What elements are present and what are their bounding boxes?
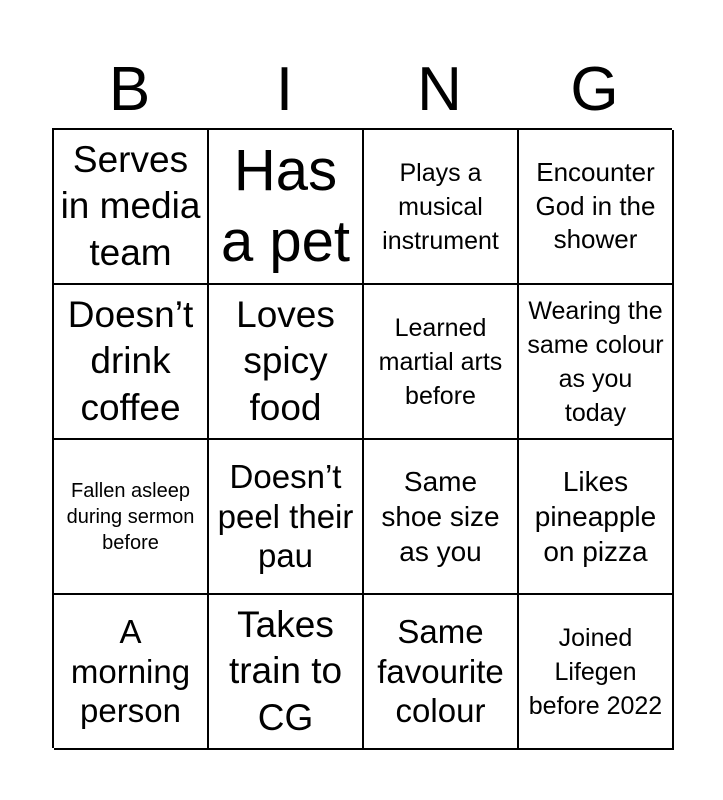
header-letter-n: N [417,55,462,124]
cell-text: Serves in media team [60,139,201,273]
bingo-cell[interactable] [54,440,209,595]
bingo-header [52,52,672,128]
cell-text: Doesn’t peel their pau [217,458,354,575]
bingo-cell[interactable] [519,595,674,750]
cell-text: Joined Lifegen before 2022 [528,623,663,720]
bingo-grid [52,128,672,748]
bingo-cell[interactable] [519,440,674,595]
bingo-cell[interactable] [364,440,519,595]
bingo-cell[interactable] [209,595,364,750]
cell-text: Wearing the same colour as you today [527,296,664,427]
bingo-cell[interactable] [519,285,674,440]
cell-text: Doesn’t drink coffee [67,294,194,428]
cell-text: Loves spicy food [236,294,335,428]
header-letter-b: B [108,55,151,124]
cell-text: A morning person [70,613,191,730]
cell-text: Encounter God in the shower [535,156,656,255]
bingo-cell[interactable] [364,130,519,285]
bingo-cell[interactable] [209,285,364,440]
header-letter-i: I [275,55,294,124]
bingo-cell[interactable] [209,130,364,285]
cell-text: Learned martial arts before [378,313,503,410]
bingo-cell[interactable] [519,130,674,285]
bingo-cell[interactable] [364,595,519,750]
cell-text: Same shoe size as you [381,466,500,567]
cell-text: Has a pet [221,137,350,274]
cell-text: Same favourite colour [377,613,504,730]
bingo-cell[interactable] [54,130,209,285]
cell-text: Plays a musical instrument [382,158,499,255]
bingo-cell[interactable] [364,285,519,440]
header-letter-g: G [570,55,619,124]
bingo-cell[interactable] [209,440,364,595]
cell-text: Takes train to CG [228,604,343,738]
cell-text: Likes pineapple on pizza [534,466,657,567]
bingo-cell[interactable] [54,285,209,440]
cell-text: Fallen asleep during sermon before [66,479,195,554]
bingo-cell[interactable] [54,595,209,750]
